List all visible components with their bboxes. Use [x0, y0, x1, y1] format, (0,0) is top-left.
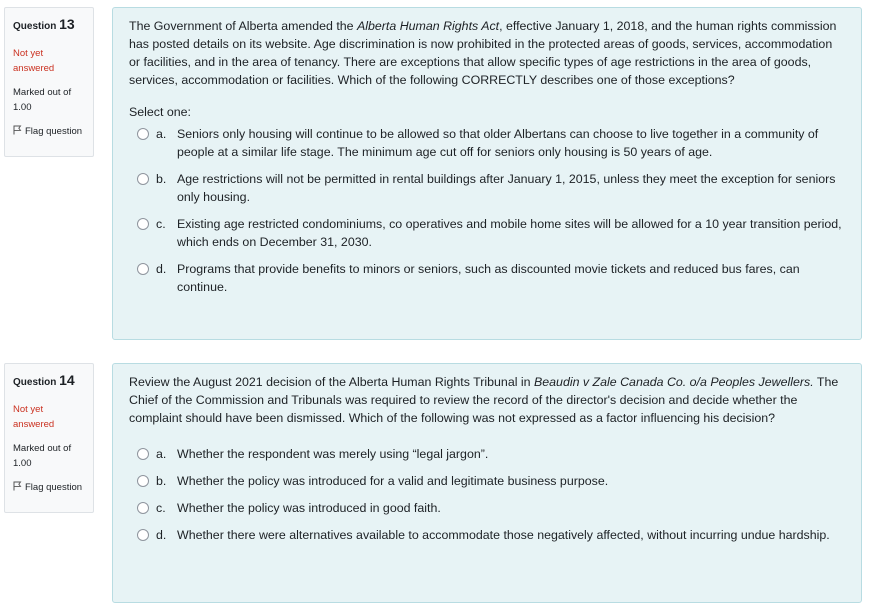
question-text-italic: Alberta Human Rights Act — [357, 19, 500, 33]
answer-option-b[interactable] — [137, 170, 845, 206]
radio-button[interactable] — [137, 173, 149, 185]
question-number-value: 13 — [59, 16, 75, 32]
option-letter: c. — [156, 217, 166, 231]
question-content-14 — [112, 363, 862, 603]
flag-question-button[interactable] — [13, 480, 85, 495]
question-grade: Marked out of 1.00 — [13, 87, 72, 113]
question-content-13 — [112, 7, 862, 340]
question-number-value: 14 — [59, 372, 75, 388]
question-text-italic: Beaudin v Zale Canada Co. o/a Peoples Jewellers. — [534, 375, 814, 389]
question-grade: Marked out of 1.00 — [13, 443, 72, 469]
answer-options — [129, 445, 845, 544]
option-letter: a. — [156, 127, 167, 141]
radio-button[interactable] — [137, 529, 149, 541]
answer-option-c[interactable] — [137, 215, 845, 251]
question-number — [13, 16, 85, 32]
radio-button[interactable] — [137, 475, 149, 487]
question-text-part: Review the August 2021 decision of the Alberta Human Rights Tribunal in — [129, 375, 534, 389]
answer-option-c[interactable] — [137, 499, 845, 517]
option-text[interactable]: Programs that provide benefits to minors or seniors, such as discounted movie tickets and reduced bus fares, can continue. — [177, 262, 800, 294]
question-info-14 — [4, 363, 94, 513]
radio-button[interactable] — [137, 218, 149, 230]
radio-button[interactable] — [137, 448, 149, 460]
question-state: Not yet answered — [13, 404, 55, 430]
option-text[interactable]: Whether the policy was introduced in good faith. — [177, 501, 441, 515]
option-letter: a. — [156, 447, 167, 461]
question-text — [129, 17, 845, 89]
answer-option-d[interactable] — [137, 260, 845, 296]
question-state: Not yet answered — [13, 48, 55, 74]
option-letter: b. — [156, 172, 167, 186]
option-text[interactable]: Seniors only housing will continue to be allowed so that older Albertans can choose to live together in a community of people at a similar life stage. The minimum age cut off for seniors only housing is 50 years of age. — [177, 127, 819, 159]
option-text[interactable]: Existing age restricted condominiums, co operatives and mobile home sites will be allowed for a 10 year transition period, which ends on December 31, 2030. — [177, 217, 842, 249]
question-text-part: The Chief of the Commission and Tribunals was required to review the record of the director's decision and decide whether the complaint should have been dismissed. Which of the following was not expressed as a factor influencing his decision? — [129, 375, 839, 425]
answer-options — [129, 125, 845, 296]
question-text — [129, 373, 845, 427]
radio-button[interactable] — [137, 263, 149, 275]
flag-question-button[interactable] — [13, 124, 85, 139]
option-text[interactable]: Age restrictions will not be permitted in rental buildings after January 1, 2015, unless they meet the exception for seniors only housing. — [177, 172, 836, 204]
option-letter: c. — [156, 501, 166, 515]
radio-button[interactable] — [137, 502, 149, 514]
question-number — [13, 372, 85, 388]
select-one-prompt: Select one: — [129, 105, 191, 119]
answer-option-d[interactable] — [137, 526, 845, 544]
flag-icon — [13, 481, 22, 491]
question-info-13 — [4, 7, 94, 157]
question-text-part: The Government of Alberta amended the — [129, 19, 357, 33]
flag-question-label: Flag question — [25, 482, 83, 493]
answer-option-b[interactable] — [137, 472, 845, 490]
answer-option-a[interactable] — [137, 125, 845, 161]
answer-option-a[interactable] — [137, 445, 845, 463]
flag-icon — [13, 125, 22, 135]
option-letter: b. — [156, 474, 167, 488]
option-text[interactable]: Whether the respondent was merely using “legal jargon”. — [177, 447, 489, 461]
question-text-part: , effective January 1, 2018, and the human rights commission has posted details on its website. Age discrimination is now prohibited in the protected areas of goods, services, accommodation or facilities, and in the area of tenancy. There are exceptions that allow specific types of age restrictions in the area of goods, services, accommodation or facilities. Which of the following CORRECTLY describes one of those exceptions? — [129, 19, 837, 87]
question-label: Question — [13, 377, 57, 388]
option-letter: d. — [156, 528, 167, 542]
question-label: Question — [13, 21, 57, 32]
radio-button[interactable] — [137, 128, 149, 140]
flag-question-label: Flag question — [25, 126, 83, 137]
option-letter: d. — [156, 262, 167, 276]
option-text[interactable]: Whether the policy was introduced for a valid and legitimate business purpose. — [177, 474, 609, 488]
option-text[interactable]: Whether there were alternatives available to accommodate those negatively affected, without incurring undue hardship. — [177, 528, 830, 542]
